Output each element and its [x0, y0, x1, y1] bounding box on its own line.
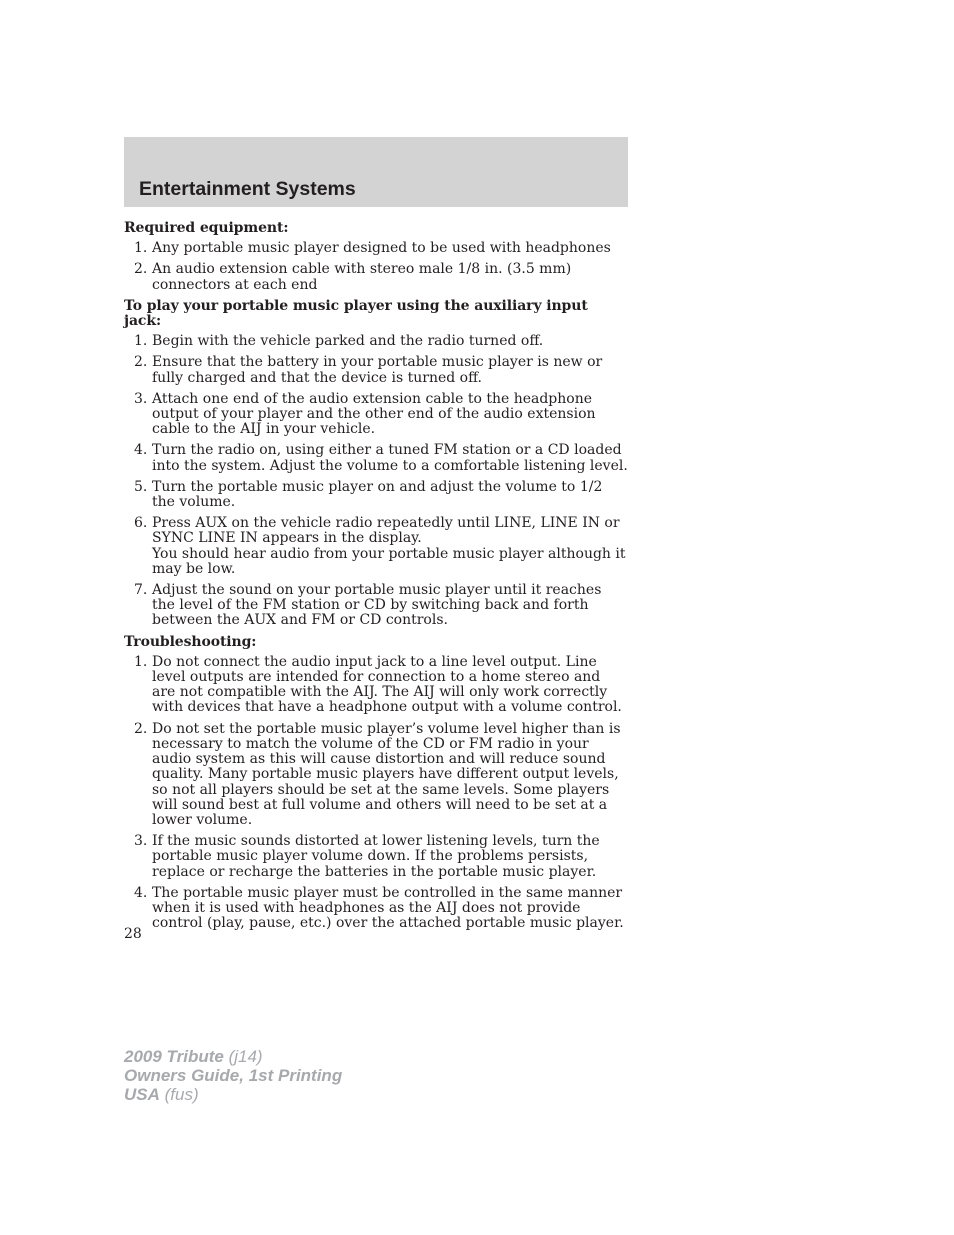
required-equipment-heading: Required equipment: — [124, 220, 289, 236]
list-item: 4. The portable music player must be controlled in the same manner when it is used with headphones as the AIJ does not provide control (play, pause, etc.) over the attached portable music player. — [134, 884, 624, 932]
list-item: 3. Attach one end of the audio extension cable to the headphone output of your player and the other end of the audio extension cable to the AIJ in your vehicle. — [134, 390, 596, 438]
footer-market-code: (fus) — [164, 1085, 199, 1104]
page-number: 28 — [124, 926, 142, 942]
troubleshooting-heading: Troubleshooting: — [124, 633, 257, 650]
list-item: 3. If the music sounds distorted at lower listening levels, turn the portable music player volume down. If the problems persists, replace or recharge the batteries in the portable music player. — [134, 833, 600, 880]
play-instructions-heading: To play your portable music player using the auxiliary input jack: — [124, 297, 588, 330]
footer-printing-info — [124, 1047, 342, 1104]
footer-guide-edition: Owners Guide, 1st Printing — [124, 1066, 343, 1085]
section-header-band — [124, 137, 628, 207]
list-item: 6. Press AUX on the vehicle radio repeatedly until LINE, LINE IN or SYNC LINE IN appears in the display. You should hear audio from your portable music player although it may be low. — [134, 515, 626, 577]
list-item: 2. Ensure that the battery in your portable music player is new or fully charged and that the device is turned off. — [134, 354, 603, 386]
list-item: 1. Begin with the vehicle parked and the radio turned off. — [134, 333, 544, 350]
footer-model-code: (j14) — [228, 1047, 263, 1066]
play-instructions-list — [124, 334, 628, 628]
list-item: 2. An audio extension cable with stereo male 1/8 in. (3.5 mm) connectors at each end — [134, 261, 572, 293]
list-item: 4. Turn the radio on, using either a tuned FM station or a CD loaded into the system. Adjust the volume to a comfortable listening level. — [134, 442, 628, 474]
list-item: 5. Turn the portable music player on and adjust the volume to 1/2 the volume. — [134, 478, 603, 511]
list-item: 7. Adjust the sound on your portable music player until it reaches the level of the FM station or CD by switching back and forth between the AUX and FM or CD controls. — [134, 582, 602, 629]
page-content — [124, 221, 628, 937]
footer-market: USA — [124, 1085, 160, 1104]
list-item: 2. Do not set the portable music player’s volume level higher than is necessary to match the volume of the CD or FM radio in your audio system as this will cause distortion and will reduce sound quality. Many portable music players have different output levels, so not all players should be set at the same levels. Some players will sound best at full volume and others will need to be set at a lower volume. — [134, 720, 621, 828]
troubleshooting-list — [124, 655, 628, 931]
list-item: 1. Any portable music player designed to be used with headphones — [134, 240, 611, 257]
section-title: Entertainment Systems — [139, 178, 356, 200]
required-equipment-list — [124, 241, 628, 293]
footer-model: 2009 Tribute — [124, 1047, 224, 1066]
list-item: 1. Do not connect the audio input jack to a line level output. Line level outputs are intended for connection to a home stereo and are not compatible with the AIJ. The AIJ will only work correctly with devices that have a headphone output with a volume control. — [134, 653, 622, 716]
